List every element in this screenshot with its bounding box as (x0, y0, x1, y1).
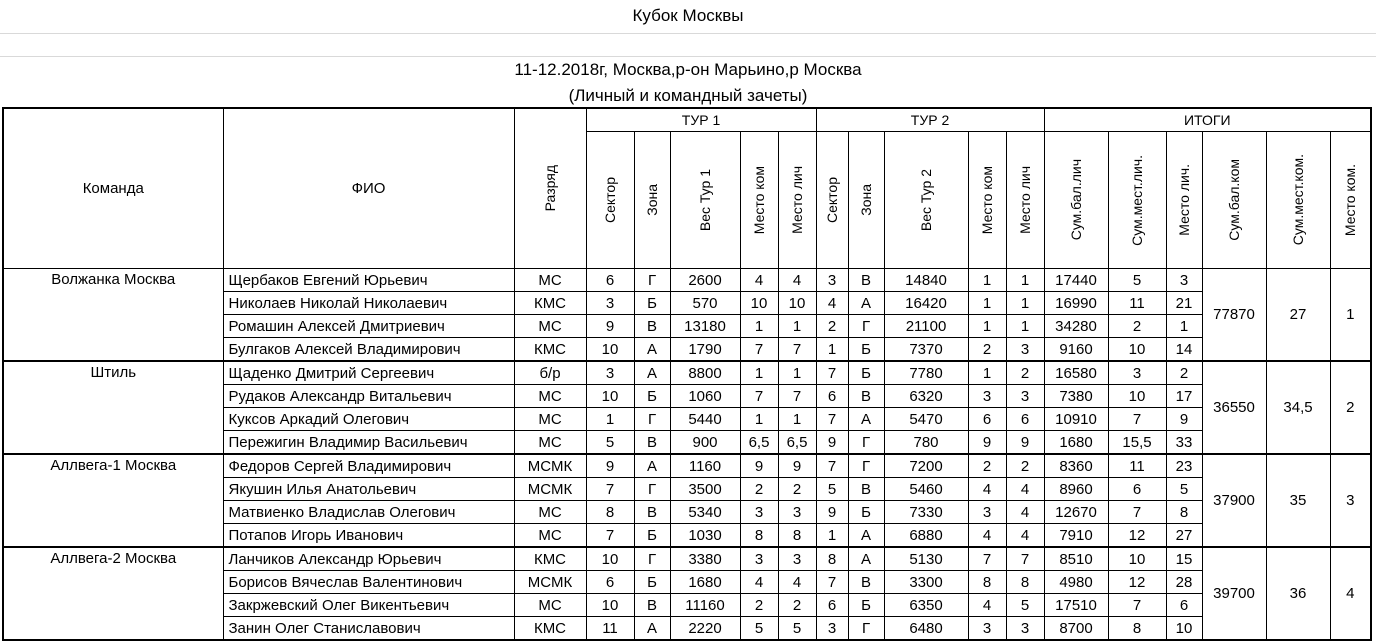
weight-1: 3500 (670, 478, 740, 501)
sum-place-pers: 10 (1108, 547, 1166, 571)
sector-2: 6 (816, 594, 848, 617)
sum-place-pers: 10 (1108, 385, 1166, 408)
place-team-2: 2 (968, 338, 1006, 362)
sector-1: 6 (586, 269, 634, 292)
sector-2: 2 (816, 315, 848, 338)
header-sum-ball-team: Сум.бал.ком (1202, 132, 1266, 269)
weight-2: 21100 (884, 315, 968, 338)
player-rank: МС (514, 408, 586, 431)
player-rank: МС (514, 385, 586, 408)
place-team-1: 5 (740, 617, 778, 641)
player-rank: КМС (514, 617, 586, 641)
player-rank: КМС (514, 292, 586, 315)
place-pers-2: 4 (1006, 501, 1044, 524)
weight-2: 6320 (884, 385, 968, 408)
place-pers-total: 5 (1166, 478, 1202, 501)
player-name: Булгаков Алексей Владимирович (223, 338, 514, 362)
place-pers-2: 6 (1006, 408, 1044, 431)
sector-1: 10 (586, 385, 634, 408)
header-weight-1: Вес Тур 1 (670, 132, 740, 269)
place-team-1: 2 (740, 594, 778, 617)
place-team-total: 1 (1330, 269, 1371, 362)
place-pers-total: 9 (1166, 408, 1202, 431)
place-pers-total: 1 (1166, 315, 1202, 338)
zone-2: А (848, 547, 884, 571)
place-pers-total: 10 (1166, 617, 1202, 641)
header-fio: ФИО (223, 108, 514, 269)
zone-2: В (848, 269, 884, 292)
zone-2: А (848, 524, 884, 548)
sector-1: 3 (586, 292, 634, 315)
weight-1: 1680 (670, 571, 740, 594)
place-team-1: 1 (740, 361, 778, 385)
place-team-2: 4 (968, 524, 1006, 548)
sector-2: 7 (816, 571, 848, 594)
zone-1: Б (634, 385, 670, 408)
place-pers-total: 2 (1166, 361, 1202, 385)
header-itogi: ИТОГИ (1044, 108, 1371, 132)
sector-1: 10 (586, 338, 634, 362)
header-sector-1: Сектор (586, 132, 634, 269)
place-pers-1: 10 (778, 292, 816, 315)
place-team-1: 10 (740, 292, 778, 315)
place-pers-total: 15 (1166, 547, 1202, 571)
weight-2: 5130 (884, 547, 968, 571)
table-row (3, 269, 1371, 292)
zone-1: Г (634, 547, 670, 571)
place-team-1: 4 (740, 571, 778, 594)
player-name: Пережигин Владимир Васильевич (223, 431, 514, 455)
place-team-2: 1 (968, 269, 1006, 292)
place-pers-1: 4 (778, 571, 816, 594)
sum-ball-pers: 16990 (1044, 292, 1108, 315)
weight-1: 11160 (670, 594, 740, 617)
place-pers-2: 9 (1006, 431, 1044, 455)
zone-1: Б (634, 571, 670, 594)
header-zone-1: Зона (634, 132, 670, 269)
header-team: Команда (3, 108, 223, 269)
zone-2: Г (848, 454, 884, 478)
player-name: Ромашин Алексей Дмитриевич (223, 315, 514, 338)
sum-ball-pers: 17510 (1044, 594, 1108, 617)
weight-2: 7200 (884, 454, 968, 478)
zone-1: Г (634, 269, 670, 292)
player-rank: КМС (514, 338, 586, 362)
weight-1: 3380 (670, 547, 740, 571)
place-pers-1: 8 (778, 524, 816, 548)
sum-place-pers: 12 (1108, 571, 1166, 594)
sector-2: 4 (816, 292, 848, 315)
weight-2: 3300 (884, 571, 968, 594)
sector-1: 8 (586, 501, 634, 524)
player-name: Николаев Николай Николаевич (223, 292, 514, 315)
place-pers-total: 27 (1166, 524, 1202, 548)
place-pers-2: 1 (1006, 315, 1044, 338)
header-sector-2: Сектор (816, 132, 848, 269)
place-team-2: 6 (968, 408, 1006, 431)
player-rank: МС (514, 431, 586, 455)
weight-2: 7330 (884, 501, 968, 524)
weight-1: 2220 (670, 617, 740, 641)
sum-place-team: 27 (1266, 269, 1330, 362)
sum-place-pers: 7 (1108, 408, 1166, 431)
sum-ball-pers: 12670 (1044, 501, 1108, 524)
header-zone-2: Зона (848, 132, 884, 269)
place-pers-total: 14 (1166, 338, 1202, 362)
sector-2: 7 (816, 454, 848, 478)
place-pers-2: 4 (1006, 478, 1044, 501)
weight-2: 6480 (884, 617, 968, 641)
zone-2: В (848, 571, 884, 594)
sum-place-pers: 3 (1108, 361, 1166, 385)
zone-2: А (848, 408, 884, 431)
sum-ball-pers: 8510 (1044, 547, 1108, 571)
header-rank: Разряд (514, 108, 586, 269)
place-pers-1: 1 (778, 361, 816, 385)
zone-1: А (634, 454, 670, 478)
place-team-total: 4 (1330, 547, 1371, 640)
place-pers-2: 3 (1006, 385, 1044, 408)
weight-2: 5470 (884, 408, 968, 431)
place-team-2: 4 (968, 594, 1006, 617)
place-pers-total: 33 (1166, 431, 1202, 455)
player-name: Матвиенко Владислав Олегович (223, 501, 514, 524)
player-name: Якушин Илья Анатольевич (223, 478, 514, 501)
table-body (3, 269, 1371, 641)
header-tur1: ТУР 1 (586, 108, 816, 132)
zone-1: В (634, 594, 670, 617)
place-team-2: 3 (968, 385, 1006, 408)
sector-2: 9 (816, 431, 848, 455)
page-subtitle-2: (Личный и командный зачеты) (568, 86, 808, 105)
place-pers-total: 17 (1166, 385, 1202, 408)
zone-1: А (634, 617, 670, 641)
sector-2: 3 (816, 269, 848, 292)
sum-ball-pers: 7910 (1044, 524, 1108, 548)
sector-2: 6 (816, 385, 848, 408)
weight-2: 14840 (884, 269, 968, 292)
sum-place-pers: 7 (1108, 501, 1166, 524)
header-place-pers-2: Место лич (1006, 132, 1044, 269)
place-team-2: 9 (968, 431, 1006, 455)
table-row (3, 547, 1371, 571)
sector-2: 1 (816, 338, 848, 362)
place-team-1: 1 (740, 408, 778, 431)
sector-1: 9 (586, 454, 634, 478)
zone-1: В (634, 501, 670, 524)
sum-ball-pers: 8360 (1044, 454, 1108, 478)
place-pers-2: 1 (1006, 269, 1044, 292)
place-team-2: 3 (968, 617, 1006, 641)
zone-1: А (634, 338, 670, 362)
place-pers-2: 5 (1006, 594, 1044, 617)
weight-1: 8800 (670, 361, 740, 385)
place-team-2: 3 (968, 501, 1006, 524)
sector-1: 10 (586, 594, 634, 617)
player-name: Рудаков Александр Витальевич (223, 385, 514, 408)
player-name: Закржевский Олег Викентьевич (223, 594, 514, 617)
place-pers-1: 1 (778, 315, 816, 338)
place-team-2: 1 (968, 292, 1006, 315)
place-pers-2: 2 (1006, 454, 1044, 478)
player-name: Щербаков Евгений Юрьевич (223, 269, 514, 292)
zone-1: А (634, 361, 670, 385)
table-row (3, 361, 1371, 385)
place-pers-1: 6,5 (778, 431, 816, 455)
place-team-2: 7 (968, 547, 1006, 571)
place-pers-2: 1 (1006, 292, 1044, 315)
place-team-2: 1 (968, 315, 1006, 338)
place-pers-2: 2 (1006, 361, 1044, 385)
sum-ball-pers: 8700 (1044, 617, 1108, 641)
place-team-2: 8 (968, 571, 1006, 594)
place-team-1: 3 (740, 501, 778, 524)
player-name: Куксов Аркадий Олегович (223, 408, 514, 431)
sector-2: 8 (816, 547, 848, 571)
header-place-team-1: Место ком (740, 132, 778, 269)
zone-2: Г (848, 315, 884, 338)
sum-ball-pers: 16580 (1044, 361, 1108, 385)
weight-2: 5460 (884, 478, 968, 501)
sector-1: 7 (586, 478, 634, 501)
header-tur2: ТУР 2 (816, 108, 1044, 132)
sum-place-pers: 12 (1108, 524, 1166, 548)
header-place-pers-1: Место лич (778, 132, 816, 269)
place-pers-1: 7 (778, 338, 816, 362)
player-name: Щаденко Дмитрий Сергеевич (223, 361, 514, 385)
zone-1: Б (634, 524, 670, 548)
sector-1: 6 (586, 571, 634, 594)
sector-2: 5 (816, 478, 848, 501)
zone-1: В (634, 431, 670, 455)
place-pers-1: 4 (778, 269, 816, 292)
place-pers-1: 2 (778, 478, 816, 501)
sum-place-pers: 10 (1108, 338, 1166, 362)
sum-ball-pers: 17440 (1044, 269, 1108, 292)
zone-1: Б (634, 292, 670, 315)
results-table (2, 107, 1372, 641)
player-rank: МС (514, 315, 586, 338)
place-pers-2: 8 (1006, 571, 1044, 594)
sum-ball-pers: 9160 (1044, 338, 1108, 362)
place-pers-1: 3 (778, 501, 816, 524)
place-team-total: 2 (1330, 361, 1371, 454)
sum-ball-team: 77870 (1202, 269, 1266, 362)
player-rank: МС (514, 524, 586, 548)
sector-2: 9 (816, 501, 848, 524)
sum-place-pers: 2 (1108, 315, 1166, 338)
place-team-2: 1 (968, 361, 1006, 385)
sector-1: 1 (586, 408, 634, 431)
player-rank: МСМК (514, 454, 586, 478)
place-pers-total: 21 (1166, 292, 1202, 315)
page-title: Кубок Москвы (632, 6, 744, 25)
sector-2: 1 (816, 524, 848, 548)
player-name: Потапов Игорь Иванович (223, 524, 514, 548)
team-name: Аллвега-2 Москва (3, 547, 223, 640)
sum-place-pers: 11 (1108, 454, 1166, 478)
sector-1: 11 (586, 617, 634, 641)
player-rank: МСМК (514, 571, 586, 594)
place-pers-total: 23 (1166, 454, 1202, 478)
place-team-1: 9 (740, 454, 778, 478)
weight-1: 5440 (670, 408, 740, 431)
zone-1: Г (634, 478, 670, 501)
player-rank: МС (514, 269, 586, 292)
place-pers-1: 7 (778, 385, 816, 408)
place-pers-2: 4 (1006, 524, 1044, 548)
player-rank: КМС (514, 547, 586, 571)
place-team-2: 2 (968, 454, 1006, 478)
sum-place-team: 35 (1266, 454, 1330, 547)
zone-2: Б (848, 361, 884, 385)
player-rank: б/р (514, 361, 586, 385)
sum-place-pers: 7 (1108, 594, 1166, 617)
weight-2: 6350 (884, 594, 968, 617)
zone-2: Б (848, 501, 884, 524)
grid-line (0, 56, 1376, 57)
player-name: Занин Олег Станиславович (223, 617, 514, 641)
place-pers-1: 2 (778, 594, 816, 617)
zone-2: Б (848, 594, 884, 617)
sum-place-pers: 15,5 (1108, 431, 1166, 455)
zone-1: Г (634, 408, 670, 431)
team-name: Штиль (3, 361, 223, 454)
place-pers-total: 8 (1166, 501, 1202, 524)
player-rank: МС (514, 594, 586, 617)
weight-1: 2600 (670, 269, 740, 292)
sum-place-pers: 11 (1108, 292, 1166, 315)
place-team-2: 4 (968, 478, 1006, 501)
player-rank: МСМК (514, 478, 586, 501)
sum-place-pers: 6 (1108, 478, 1166, 501)
sector-2: 7 (816, 408, 848, 431)
place-team-1: 7 (740, 338, 778, 362)
sector-2: 7 (816, 361, 848, 385)
weight-2: 7780 (884, 361, 968, 385)
place-team-1: 2 (740, 478, 778, 501)
weight-1: 5340 (670, 501, 740, 524)
weight-2: 16420 (884, 292, 968, 315)
weight-2: 780 (884, 431, 968, 455)
sum-ball-pers: 10910 (1044, 408, 1108, 431)
sum-ball-pers: 4980 (1044, 571, 1108, 594)
sum-ball-team: 37900 (1202, 454, 1266, 547)
sector-1: 7 (586, 524, 634, 548)
zone-2: Б (848, 338, 884, 362)
place-pers-total: 6 (1166, 594, 1202, 617)
page-subtitle: 11-12.2018г, Москва,р-он Марьино,р Москва (514, 60, 862, 79)
header-place-team-2: Место ком (968, 132, 1006, 269)
sector-1: 10 (586, 547, 634, 571)
sum-place-pers: 8 (1108, 617, 1166, 641)
place-team-total: 3 (1330, 454, 1371, 547)
sector-2: 3 (816, 617, 848, 641)
place-pers-2: 7 (1006, 547, 1044, 571)
header-sum-place-pers: Сум.мест.лич. (1108, 132, 1166, 269)
team-name: Аллвега-1 Москва (3, 454, 223, 547)
place-pers-1: 3 (778, 547, 816, 571)
player-name: Борисов Вячеслав Валентинович (223, 571, 514, 594)
sum-place-pers: 5 (1108, 269, 1166, 292)
weight-1: 900 (670, 431, 740, 455)
player-name: Федоров Сергей Владимирович (223, 454, 514, 478)
weight-1: 570 (670, 292, 740, 315)
sum-place-team: 34,5 (1266, 361, 1330, 454)
weight-1: 1790 (670, 338, 740, 362)
weight-2: 6880 (884, 524, 968, 548)
zone-1: В (634, 315, 670, 338)
place-team-1: 6,5 (740, 431, 778, 455)
place-team-1: 8 (740, 524, 778, 548)
place-pers-2: 3 (1006, 338, 1044, 362)
place-pers-2: 3 (1006, 617, 1044, 641)
weight-1: 1160 (670, 454, 740, 478)
sector-1: 3 (586, 361, 634, 385)
sum-place-team: 36 (1266, 547, 1330, 640)
place-team-1: 3 (740, 547, 778, 571)
zone-2: А (848, 292, 884, 315)
header-sum-ball-pers: Сум.бал.лич (1044, 132, 1108, 269)
sum-ball-pers: 1680 (1044, 431, 1108, 455)
header-place-pers-total: Место лич. (1166, 132, 1202, 269)
header-weight-2: Вес Тур 2 (884, 132, 968, 269)
place-pers-1: 1 (778, 408, 816, 431)
weight-2: 7370 (884, 338, 968, 362)
place-team-1: 7 (740, 385, 778, 408)
sum-ball-team: 36550 (1202, 361, 1266, 454)
place-team-1: 1 (740, 315, 778, 338)
weight-1: 1060 (670, 385, 740, 408)
place-pers-1: 9 (778, 454, 816, 478)
team-name: Волжанка Москва (3, 269, 223, 362)
sector-1: 9 (586, 315, 634, 338)
sector-1: 5 (586, 431, 634, 455)
sum-ball-pers: 7380 (1044, 385, 1108, 408)
place-pers-total: 28 (1166, 571, 1202, 594)
zone-2: Г (848, 431, 884, 455)
place-pers-1: 5 (778, 617, 816, 641)
weight-1: 13180 (670, 315, 740, 338)
weight-1: 1030 (670, 524, 740, 548)
zone-2: В (848, 385, 884, 408)
zone-2: Г (848, 617, 884, 641)
place-pers-total: 3 (1166, 269, 1202, 292)
sum-ball-team: 39700 (1202, 547, 1266, 640)
sum-ball-pers: 8960 (1044, 478, 1108, 501)
header-sum-place-team: Сум.мест.ком. (1266, 132, 1330, 269)
player-name: Ланчиков Александр Юрьевич (223, 547, 514, 571)
header-row-groups (3, 108, 1371, 132)
place-team-1: 4 (740, 269, 778, 292)
sum-ball-pers: 34280 (1044, 315, 1108, 338)
player-rank: МС (514, 501, 586, 524)
header-place-team-total: Место ком. (1330, 132, 1371, 269)
table-row (3, 454, 1371, 478)
grid-line (0, 33, 1376, 34)
zone-2: В (848, 478, 884, 501)
